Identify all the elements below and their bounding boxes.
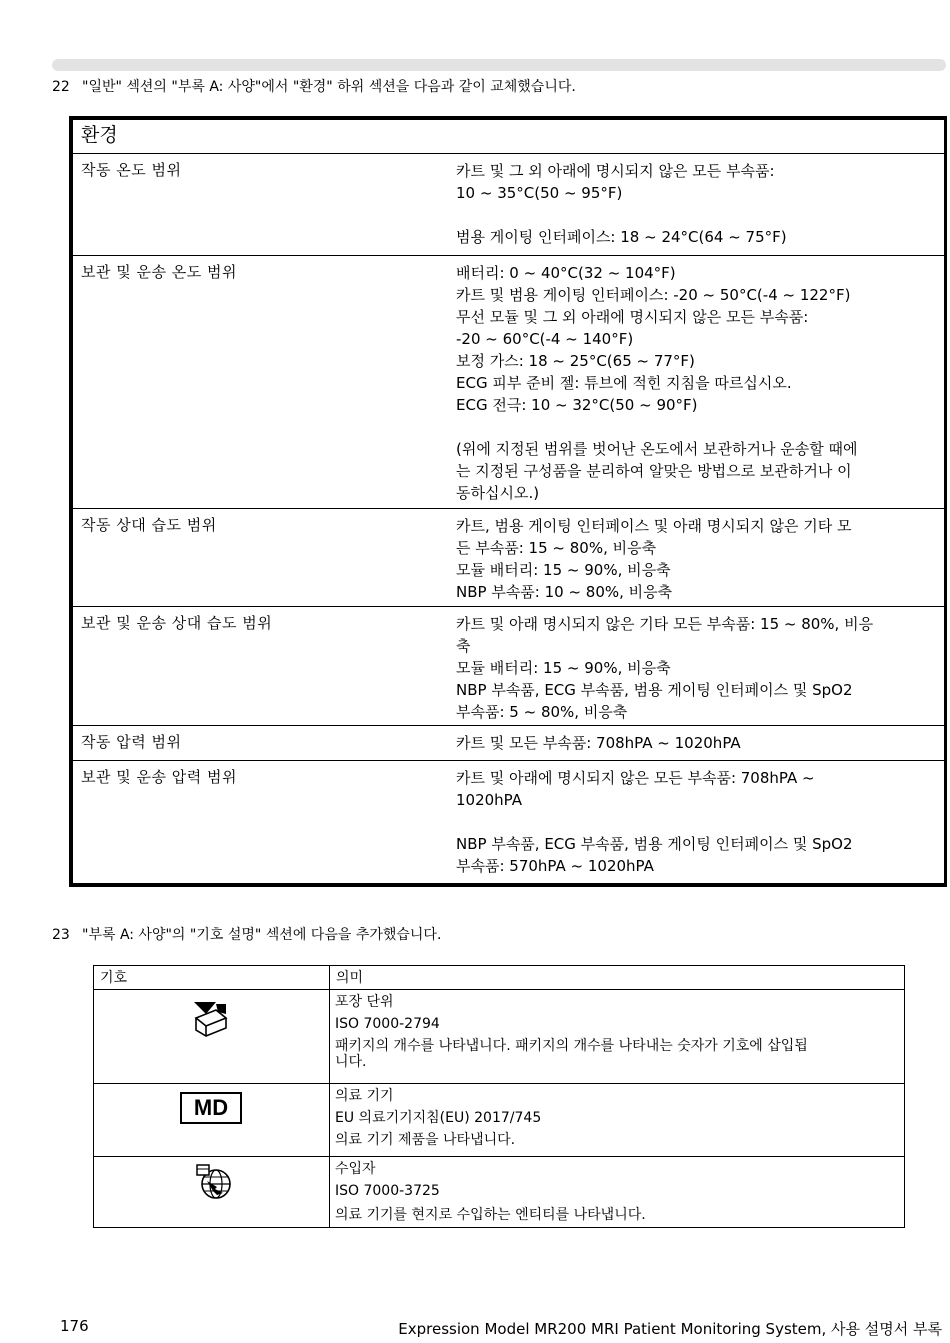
symbol-column-header: 기호 <box>100 970 128 986</box>
header-bar <box>52 59 946 71</box>
item-22-text: "일반" 섹션의 "부록 A: 사양"에서 "환경" 하위 섹션을 다음과 같이 교체했습니다. <box>82 79 576 95</box>
env-row-operating-humidity <box>73 509 944 607</box>
item-23 <box>52 926 441 944</box>
symbol-title: 포장 단위 <box>335 994 394 1010</box>
env-row-label: 작동 온도 범위 <box>81 161 182 179</box>
env-row-value <box>456 515 944 603</box>
value-line: 카트 및 아래에 명시되지 않은 모든 부속품: 708hPA ~ <box>456 769 815 787</box>
env-row-operating-pressure <box>73 726 944 761</box>
value-line: 부속품: 5 ~ 80%, 비응축 <box>456 703 628 721</box>
env-row-storage-temperature <box>73 256 944 509</box>
env-row-operating-temperature <box>73 154 944 256</box>
value-line: 모듈 배터리: 15 ~ 90%, 비응축 <box>456 561 671 579</box>
env-row-storage-humidity <box>73 607 944 726</box>
environment-table <box>69 116 947 887</box>
env-row-value <box>456 732 944 754</box>
env-row-label: 보관 및 운송 상대 습도 범위 <box>81 614 273 632</box>
value-line: 카트 및 아래 명시되지 않은 기타 모든 부속품: 15 ~ 80%, 비응 <box>456 615 874 633</box>
env-row-label: 보관 및 운송 압력 범위 <box>81 768 237 786</box>
value-line: ECG 전극: 10 ~ 32°C(50 ~ 90°F) <box>456 396 698 414</box>
environment-heading: 환경 <box>73 120 944 154</box>
env-row-label: 보관 및 운송 온도 범위 <box>81 263 237 281</box>
value-line: NBP 부속품, ECG 부속품, 범용 게이팅 인터페이스 및 SpO2 <box>456 835 853 853</box>
symbol-row-package-unit <box>335 991 900 1073</box>
value-line: 모듈 배터리: 15 ~ 90%, 비응축 <box>456 659 671 677</box>
value-line: NBP 부속품: 10 ~ 80%, 비응축 <box>456 583 673 601</box>
footer-title: Expression Model MR200 MRI Patient Monitoring System, 사용 설명서 부록 <box>398 1320 942 1338</box>
value-line: 카트, 범용 게이팅 인터페이스 및 아래 명시되지 않은 기타 모 <box>456 517 852 535</box>
value-line: 무선 모듈 및 그 외 아래에 명시되지 않은 모든 부속품: <box>456 308 809 326</box>
item-23-number: 23 <box>52 927 70 943</box>
symbol-description: 의료 기기를 현지로 수입하는 엔티티를 나타냅니다. <box>335 1207 646 1223</box>
item-22 <box>52 78 576 96</box>
value-line: 카트 및 모든 부속품: 708hPA ~ 1020hPA <box>456 734 741 752</box>
env-row-value <box>456 160 944 248</box>
value-line: 는 지정된 구성품을 분리하여 알맞은 방법으로 보관하거나 이 <box>456 462 852 480</box>
meaning-column-header: 의미 <box>336 970 364 986</box>
value-line: -20 ~ 60°C(-4 ~ 140°F) <box>456 330 634 348</box>
value-line: 동하십시오.) <box>456 484 540 502</box>
value-line: 10 ~ 35°C(50 ~ 95°F) <box>456 184 623 202</box>
symbol-table <box>93 965 905 1228</box>
symbol-row-importer <box>335 1158 900 1226</box>
value-line: NBP 부속품, ECG 부속품, 범용 게이팅 인터페이스 및 SpO2 <box>456 681 853 699</box>
importer-icon <box>195 1163 233 1205</box>
package-unit-icon <box>192 1000 230 1042</box>
value-line: 배터리: 0 ~ 40°C(32 ~ 104°F) <box>456 264 676 282</box>
symbol-description: 니다. <box>335 1054 367 1070</box>
env-row-value <box>456 767 944 877</box>
env-row-value <box>456 262 944 504</box>
value-line: (위에 지정된 범위를 벗어난 온도에서 보관하거나 운송할 때에 <box>456 440 858 458</box>
symbol-standard: ISO 7000-2794 <box>335 1016 440 1032</box>
value-line: 든 부속품: 15 ~ 80%, 비응축 <box>456 539 657 557</box>
page-number: 176 <box>60 1317 89 1335</box>
symbol-standard: ISO 7000-3725 <box>335 1183 440 1199</box>
value-line: 보정 가스: 18 ~ 25°C(65 ~ 77°F) <box>456 352 695 370</box>
symbol-description: 패키지의 개수를 나타냅니다. 패키지의 개수를 나타내는 숫자가 기호에 삽입됩 <box>335 1038 808 1054</box>
value-line: 카트 및 범용 게이팅 인터페이스: -20 ~ 50°C(-4 ~ 122°F) <box>456 286 851 304</box>
env-row-storage-pressure <box>73 761 944 884</box>
symbol-standard: EU 의료기기지침(EU) 2017/745 <box>335 1110 542 1126</box>
value-line: 범용 게이팅 인터페이스: 18 ~ 24°C(64 ~ 75°F) <box>456 228 787 246</box>
symbol-row-medical-device <box>335 1085 900 1151</box>
value-line: 카트 및 그 외 아래에 명시되지 않은 모든 부속품: <box>456 162 775 180</box>
value-line: ECG 피부 준비 젤: 튜브에 적힌 지침을 따르십시오. <box>456 374 792 392</box>
env-row-label: 작동 압력 범위 <box>81 733 182 751</box>
env-row-label: 작동 상대 습도 범위 <box>81 516 217 534</box>
value-line: 부속품: 570hPA ~ 1020hPA <box>456 857 654 875</box>
value-line: 축 <box>456 637 471 655</box>
symbol-title: 의료 기기 <box>335 1088 394 1104</box>
value-line: 1020hPA <box>456 791 523 809</box>
item-22-number: 22 <box>52 79 70 95</box>
item-23-text: "부록 A: 사양"의 "기호 설명" 섹션에 다음을 추가했습니다. <box>82 927 442 943</box>
medical-device-icon: MD <box>180 1092 242 1124</box>
env-row-value <box>456 613 944 723</box>
symbol-title: 수입자 <box>335 1161 376 1177</box>
symbol-description: 의료 기기 제품을 나타냅니다. <box>335 1132 516 1148</box>
